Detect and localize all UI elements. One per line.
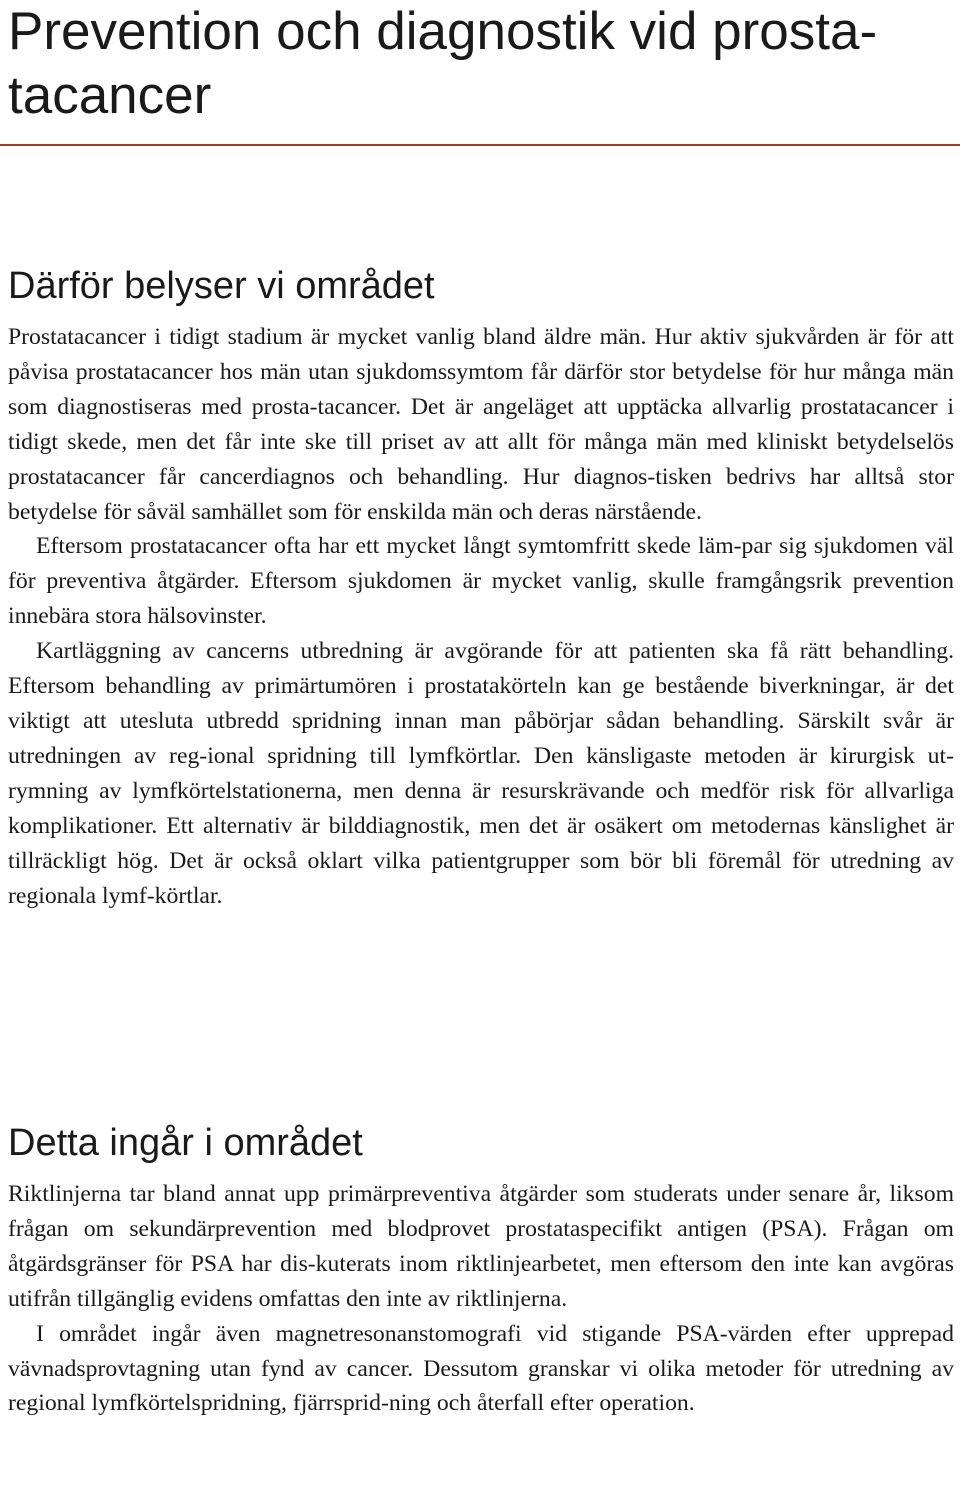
title-divider [0, 144, 960, 146]
section-body-scope [8, 1177, 954, 1421]
section-heading-scope: Detta ingår i området [8, 1122, 363, 1164]
body-paragraph: I området ingår även magnetresonanstomografi vid stigande PSA-värden efter upprepad vävnadsprovtagning utan fynd av cancer. Dessutom granskar vi olika metoder för utredning av regional lymfkörtelspridning, fjärrsprid-ning och återfall efter operation. [8, 1320, 954, 1417]
body-paragraph: Prostatacancer i tidigt stadium är mycket vanlig bland äldre män. Hur aktiv sjukvården är för att påvisa prostatacancer hos män utan sjukdomssymtom får därför stor betydelse för hur många män som diagnostiseras med prosta-tacancer. Det är angeläget att upptäcka allvarlig prostatacancer i tidigt skede, men det får inte ske till priset av att allt för många män med kliniskt betydelselös prostatacancer får cancerdiagnos och behandling. Hur diagnos-tisken bedrivs har alltså stor betydelse för såväl samhället som för enskilda män och deras närstående. [8, 324, 954, 525]
body-paragraph: Kartläggning av cancerns utbredning är avgörande för att patienten ska få rätt behandling. Eftersom behandling av primärtumören i prostatakörteln kan ge bestående biverkningar, är det viktigt att utesluta utbredd spridning innan man påbörjar sådan behandling. Särskilt svår är utredningen av reg-ional spridning till lymfkörtlar. Den känsligaste metoden är kirurgisk ut-rymning av lymfkörtelstationerna, men denna är resurskrävande och medför risk för allvarliga komplikationer. Ett alternativ är bilddiagnostik, men det är osäkert om metodernas känslighet är tillräckligt hög. Det är också oklart vilka patientgrupper som bör bli föremål för utredning av regionala lymf-körtlar. [8, 638, 954, 909]
body-paragraph: Eftersom prostatacancer ofta har ett mycket långt symtomfritt skede läm-par sig sjukdomen väl för preventiva åtgärder. Eftersom sjukdomen är mycket vanlig, skulle framgångsrik prevention innebära stora hälsovinster. [8, 533, 954, 630]
body-paragraph: Riktlinjerna tar bland annat upp primärpreventiva åtgärder som studerats under senare år, liksom frågan om sekundärprevention med blodprovet prostataspecifikt antigen (PSA). Frågan om åtgärdsgränser för PSA har dis-kuterats inom riktlinjearbetet, men eftersom den inte kan avgöras utifrån tillgänglig evidens omfattas den inte av riktlinjerna. [8, 1181, 954, 1312]
page-title: Prevention och diagnostik vid prosta-tacancer [8, 2, 878, 125]
section-body-why [8, 320, 954, 913]
section-heading-why: Därför belyser vi området [8, 265, 435, 307]
